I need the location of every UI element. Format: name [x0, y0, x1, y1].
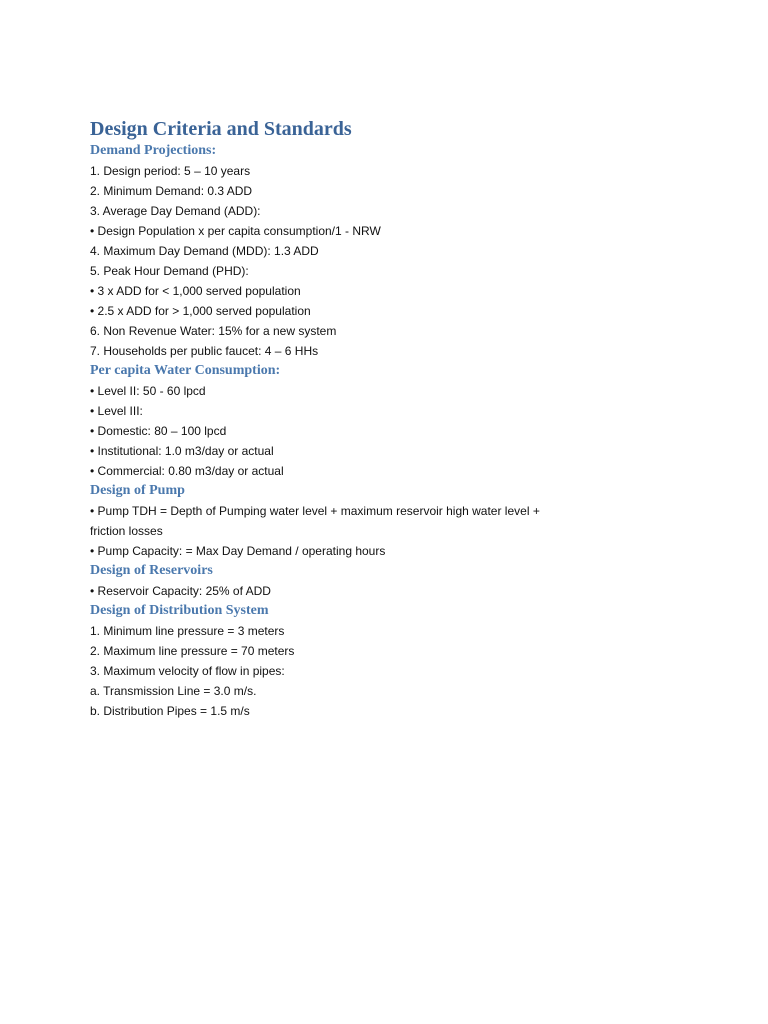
list-item: • Level II: 50 - 60 lpcd: [90, 384, 206, 398]
list-item: • Pump TDH = Depth of Pumping water level + maximum reservoir high water level + friction losses: [90, 504, 540, 538]
document-content: [90, 114, 690, 721]
list-item: b. Distribution Pipes = 1.5 m/s: [90, 704, 250, 718]
list-item: 3. Average Day Demand (ADD):: [90, 204, 261, 218]
list-item: 1. Design period: 5 – 10 years: [90, 164, 251, 178]
list-item: 2. Maximum line pressure = 70 meters: [90, 644, 295, 658]
list-item: 6. Non Revenue Water: 15% for a new system: [90, 324, 337, 338]
list-item: • 2.5 x ADD for > 1,000 served population: [90, 304, 311, 318]
section-heading-design-of-pump: Design of Pump: [90, 483, 185, 498]
list-item: • Domestic: 80 – 100 lpcd: [90, 424, 227, 438]
list-item: a. Transmission Line = 3.0 m/s.: [90, 684, 257, 698]
list-item: 4. Maximum Day Demand (MDD): 1.3 ADD: [90, 244, 319, 258]
list-item: 2. Minimum Demand: 0.3 ADD: [90, 184, 253, 198]
list-item: • Pump Capacity: = Max Day Demand / operating hours: [90, 544, 386, 558]
list-item: • 3 x ADD for < 1,000 served population: [90, 284, 301, 298]
list-item: • Design Population x per capita consumption/1 - NRW: [90, 224, 381, 238]
list-item: • Institutional: 1.0 m3/day or actual: [90, 444, 274, 458]
list-item: 3. Maximum velocity of flow in pipes:: [90, 664, 285, 678]
section-heading-design-of-reservoirs: Design of Reservoirs: [90, 563, 213, 578]
list-item: • Level III:: [90, 404, 143, 418]
list-item: • Reservoir Capacity: 25% of ADD: [90, 584, 271, 598]
section-heading-demand-projections: Demand Projections:: [90, 143, 217, 158]
document-title: Design Criteria and Standards: [90, 118, 352, 140]
list-item: 7. Households per public faucet: 4 – 6 HHs: [90, 344, 319, 358]
list-item: 5. Peak Hour Demand (PHD):: [90, 264, 249, 278]
section-heading-design-of-distribution-system: Design of Distribution System: [90, 603, 269, 618]
list-item: 1. Minimum line pressure = 3 meters: [90, 624, 285, 638]
list-item: • Commercial: 0.80 m3/day or actual: [90, 464, 284, 478]
section-heading-per-capita-consumption: Per capita Water Consumption:: [90, 363, 281, 378]
